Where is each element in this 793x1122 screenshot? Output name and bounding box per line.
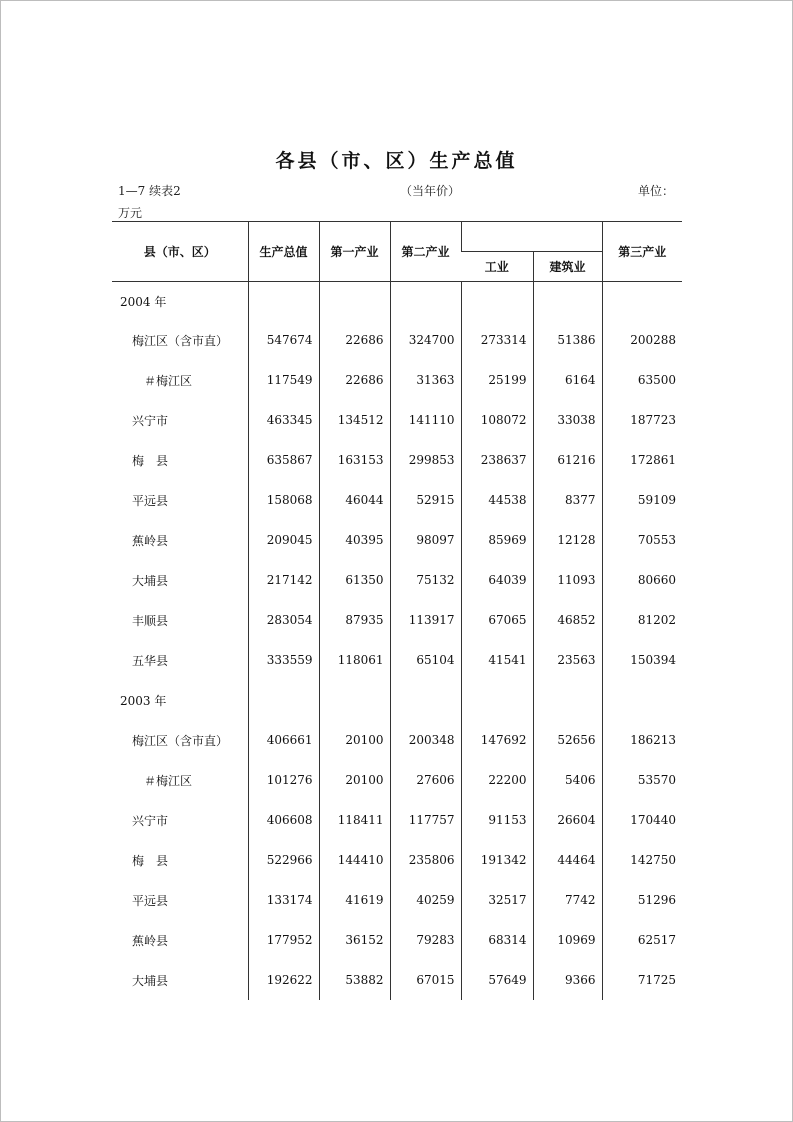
cell-industry: 44538: [461, 480, 533, 520]
cell-industry: 238637: [461, 440, 533, 480]
cell-secondary: 40259: [390, 880, 461, 920]
cell-secondary: 31363: [390, 360, 461, 400]
cell-gdp: 463345: [248, 400, 319, 440]
cell-industry: 22200: [461, 760, 533, 800]
cell-industry: 273314: [461, 320, 533, 360]
cell-tertiary: 62517: [602, 920, 682, 960]
cell-gdp: 117549: [248, 360, 319, 400]
table-number: 1—7 续表2: [118, 184, 181, 198]
header-gdp: 生产总值: [248, 222, 319, 282]
cell-secondary: 200348: [390, 720, 461, 760]
price-basis: （当年价）: [400, 184, 461, 198]
cell-gdp: 406661: [248, 720, 319, 760]
cell-secondary: 79283: [390, 920, 461, 960]
cell-primary: 118411: [319, 800, 390, 840]
cell-gdp: 177952: [248, 920, 319, 960]
table-row: [112, 840, 682, 880]
cell-construction: 10969: [533, 920, 602, 960]
cell-industry: 64039: [461, 560, 533, 600]
cell-tertiary: 70553: [602, 520, 682, 560]
cell-industry: 85969: [461, 520, 533, 560]
cell-construction: 61216: [533, 440, 602, 480]
cell-primary: 40395: [319, 520, 390, 560]
cell-industry: 91153: [461, 800, 533, 840]
cell-industry: 25199: [461, 360, 533, 400]
cell-gdp: 635867: [248, 440, 319, 480]
region-name: 蕉岭县: [132, 933, 169, 948]
region-name: 梅江区（含市直）: [132, 733, 229, 748]
cell-construction: 51386: [533, 320, 602, 360]
table-row: [112, 320, 682, 360]
table-row: [112, 400, 682, 440]
cell-secondary: 27606: [390, 760, 461, 800]
cell-construction: [533, 282, 602, 321]
year-label: 2003 年: [120, 693, 167, 708]
cell-construction: 44464: [533, 840, 602, 880]
cell-tertiary: 51296: [602, 880, 682, 920]
cell-secondary: 98097: [390, 520, 461, 560]
cell-primary: 118061: [319, 640, 390, 680]
header-construction: 建筑业: [533, 252, 602, 282]
cell-construction: 12128: [533, 520, 602, 560]
cell-secondary: 67015: [390, 960, 461, 1000]
cell-construction: 23563: [533, 640, 602, 680]
table-row: [112, 640, 682, 680]
cell-gdp: [248, 680, 319, 720]
cell-secondary: [390, 282, 461, 321]
cell-tertiary: 142750: [602, 840, 682, 880]
cell-secondary: 299853: [390, 440, 461, 480]
cell-tertiary: 53570: [602, 760, 682, 800]
header-industry: 工业: [461, 252, 533, 282]
header-secondary-breakdown: [461, 222, 602, 252]
cell-primary: 41619: [319, 880, 390, 920]
region-name: 兴宁市: [132, 813, 169, 828]
cell-secondary: 75132: [390, 560, 461, 600]
cell-industry: 32517: [461, 880, 533, 920]
cell-tertiary: [602, 680, 682, 720]
cell-primary: 87935: [319, 600, 390, 640]
cell-industry: 57649: [461, 960, 533, 1000]
cell-construction: 9366: [533, 960, 602, 1000]
cell-primary: 22686: [319, 320, 390, 360]
cell-secondary: [390, 680, 461, 720]
cell-construction: [533, 680, 602, 720]
cell-industry: 68314: [461, 920, 533, 960]
cell-industry: 108072: [461, 400, 533, 440]
table-row: [112, 600, 682, 640]
region-name: 平远县: [132, 493, 169, 508]
cell-tertiary: 59109: [602, 480, 682, 520]
cell-gdp: 547674: [248, 320, 319, 360]
table-body: [112, 282, 682, 1001]
year-label: 2004 年: [120, 294, 167, 309]
cell-primary: 36152: [319, 920, 390, 960]
region-name: 梅 县: [132, 453, 169, 468]
cell-primary: 20100: [319, 720, 390, 760]
cell-construction: 7742: [533, 880, 602, 920]
page-title: 各县（市、区）生产总值: [275, 150, 518, 172]
cell-tertiary: 71725: [602, 960, 682, 1000]
cell-secondary: 113917: [390, 600, 461, 640]
cell-primary: [319, 680, 390, 720]
cell-secondary: 141110: [390, 400, 461, 440]
cell-gdp: 333559: [248, 640, 319, 680]
table-header: [112, 222, 682, 282]
cell-secondary: 52915: [390, 480, 461, 520]
cell-gdp: 192622: [248, 960, 319, 1000]
table-row: [112, 720, 682, 760]
cell-gdp: 133174: [248, 880, 319, 920]
cell-gdp: [248, 282, 319, 321]
table-row: [112, 960, 682, 1000]
unit-value: 万元: [118, 206, 143, 220]
region-name: 兴宁市: [132, 413, 169, 428]
cell-gdp: 158068: [248, 480, 319, 520]
cell-primary: 20100: [319, 760, 390, 800]
table-row: [112, 440, 682, 480]
header-primary: 第一产业: [319, 222, 390, 282]
table-row: [112, 760, 682, 800]
year-row: [112, 680, 682, 720]
cell-tertiary: 150394: [602, 640, 682, 680]
region-name: ＃梅江区: [144, 773, 193, 788]
cell-primary: 163153: [319, 440, 390, 480]
cell-primary: 134512: [319, 400, 390, 440]
cell-primary: [319, 282, 390, 321]
region-name: 五华县: [132, 653, 169, 668]
cell-construction: 11093: [533, 560, 602, 600]
cell-tertiary: 200288: [602, 320, 682, 360]
cell-secondary: 324700: [390, 320, 461, 360]
region-name: 梅 县: [132, 853, 169, 868]
cell-tertiary: 187723: [602, 400, 682, 440]
cell-primary: 53882: [319, 960, 390, 1000]
unit-label: 单位：: [638, 184, 675, 198]
cell-tertiary: 81202: [602, 600, 682, 640]
cell-secondary: 117757: [390, 800, 461, 840]
cell-primary: 22686: [319, 360, 390, 400]
region-name: 梅江区（含市直）: [132, 333, 229, 348]
region-name: 大埔县: [132, 573, 169, 588]
cell-construction: 6164: [533, 360, 602, 400]
cell-primary: 46044: [319, 480, 390, 520]
region-name: 平远县: [132, 893, 169, 908]
cell-tertiary: 63500: [602, 360, 682, 400]
header-tertiary: 第三产业: [602, 222, 682, 282]
gdp-table: [112, 221, 682, 1000]
cell-primary: 144410: [319, 840, 390, 880]
cell-gdp: 217142: [248, 560, 319, 600]
table-row: [112, 920, 682, 960]
cell-industry: [461, 282, 533, 321]
cell-tertiary: 170440: [602, 800, 682, 840]
cell-gdp: 101276: [248, 760, 319, 800]
header-region: 县（市、区）: [112, 222, 248, 282]
table-row: [112, 520, 682, 560]
table-row: [112, 480, 682, 520]
region-name: ＃梅江区: [144, 373, 193, 388]
cell-tertiary: 186213: [602, 720, 682, 760]
cell-industry: 191342: [461, 840, 533, 880]
cell-secondary: 235806: [390, 840, 461, 880]
cell-construction: 46852: [533, 600, 602, 640]
header-secondary: 第二产业: [390, 222, 461, 282]
cell-secondary: 65104: [390, 640, 461, 680]
gdp-table-container: [112, 221, 682, 1000]
cell-construction: 8377: [533, 480, 602, 520]
year-row: [112, 282, 682, 321]
cell-gdp: 209045: [248, 520, 319, 560]
cell-industry: 147692: [461, 720, 533, 760]
cell-tertiary: 172861: [602, 440, 682, 480]
cell-tertiary: 80660: [602, 560, 682, 600]
cell-gdp: 406608: [248, 800, 319, 840]
cell-industry: 67065: [461, 600, 533, 640]
region-name: 大埔县: [132, 973, 169, 988]
table-row: [112, 560, 682, 600]
cell-industry: 41541: [461, 640, 533, 680]
cell-gdp: 522966: [248, 840, 319, 880]
cell-construction: 26604: [533, 800, 602, 840]
table-row: [112, 880, 682, 920]
table-row: [112, 360, 682, 400]
cell-construction: 33038: [533, 400, 602, 440]
table-row: [112, 800, 682, 840]
cell-gdp: 283054: [248, 600, 319, 640]
region-name: 蕉岭县: [132, 533, 169, 548]
cell-primary: 61350: [319, 560, 390, 600]
region-name: 丰顺县: [132, 613, 169, 628]
cell-industry: [461, 680, 533, 720]
cell-construction: 5406: [533, 760, 602, 800]
cell-construction: 52656: [533, 720, 602, 760]
cell-tertiary: [602, 282, 682, 321]
